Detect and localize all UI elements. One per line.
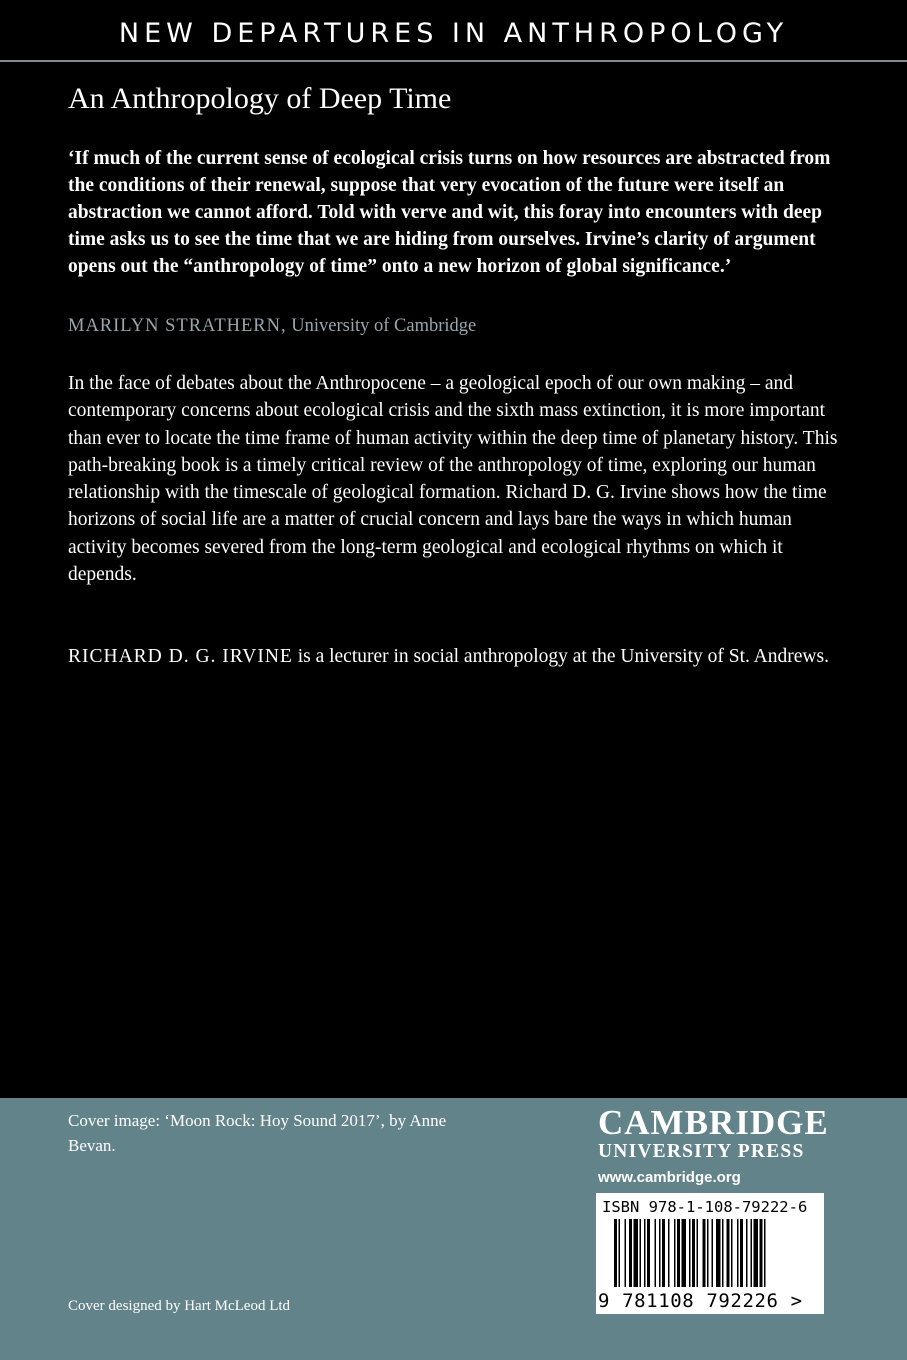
author-bio-text: is a lecturer in social anthropology at the University of St. Andrews. bbox=[297, 646, 829, 667]
barcode-bar bbox=[644, 1219, 646, 1287]
barcode-bar bbox=[682, 1219, 687, 1287]
barcode-bar bbox=[614, 1219, 617, 1287]
barcode-bar bbox=[697, 1219, 699, 1287]
barcode-bar bbox=[674, 1219, 676, 1287]
book-description: In the face of debates about the Anthropocene – a geological epoch of our own making – and contemporary concerns about ecological crisis and the sixth mass extinction, it is more important than ever to locate the time frame of human activity within the deep time of planetary history. This path-breaking book is a timely critical review of the anthropology of time, exploring our human relationship with the timescale of geological formation. Richard D. G. Irvine shows how the time horizons of social life are a matter of crucial concern and lays bare the ways in which human activity becomes severed from the long-term geological and ecological rhythms on which it depends. bbox=[68, 373, 838, 586]
barcode-bar bbox=[751, 1219, 753, 1287]
barcode-bar bbox=[703, 1219, 706, 1287]
barcode-bar bbox=[737, 1219, 739, 1287]
book-title: An Anthropology of Deep Time bbox=[68, 82, 452, 115]
barcode-bar bbox=[712, 1219, 714, 1287]
endorsement-attribution bbox=[68, 316, 476, 337]
author-bio bbox=[68, 643, 838, 670]
barcode-bar bbox=[760, 1219, 763, 1287]
barcode-bars bbox=[602, 1219, 818, 1289]
barcode-bar bbox=[634, 1219, 639, 1287]
barcode-bar bbox=[716, 1219, 721, 1287]
barcode-bar bbox=[731, 1219, 733, 1287]
publisher-url: www.cambridge.org bbox=[598, 1169, 741, 1186]
barcode-bar bbox=[668, 1219, 670, 1287]
series-title: NEW DEPARTURES IN ANTHROPOLOGY bbox=[118, 18, 789, 49]
publisher-subtitle: UNIVERSITY PRESS bbox=[598, 1141, 805, 1162]
barcode-bar bbox=[625, 1219, 627, 1287]
barcode-bar bbox=[619, 1219, 621, 1287]
endorsement-quote: ‘If much of the current sense of ecological crisis turns on how resources are abstracted from the conditions of their renewal, suppose that very evocation of the future were itself an abstraction we cannot afford. Told with verve and wit, this foray into encounters with deep time asks us to see the time that we are hiding from ourselves. Irvine’s clarity of argument opens out the “anthropology of time” onto a new horizon of global significance.’ bbox=[68, 148, 831, 277]
barcode-bar bbox=[655, 1219, 657, 1287]
barcode-bar bbox=[692, 1219, 695, 1287]
endorser-affiliation: University of Cambridge bbox=[291, 316, 477, 336]
barcode-bar bbox=[640, 1219, 642, 1287]
cover-image-credit: Cover image: ‘Moon Rock: Hoy Sound 2017’, by Anne Bevan. bbox=[68, 1111, 447, 1155]
cover-designer-credit: Cover designed by Hart McLeod Ltd bbox=[68, 1298, 291, 1314]
barcode-bar bbox=[764, 1219, 766, 1287]
isbn-barcode bbox=[596, 1193, 824, 1314]
barcode-digits: 9 781108 792226 > bbox=[598, 1290, 803, 1312]
barcode-bar bbox=[677, 1219, 680, 1287]
barcode-bar bbox=[659, 1219, 661, 1287]
endorser-name: MARILYN STRATHERN, bbox=[68, 316, 287, 336]
barcode-bar bbox=[647, 1219, 650, 1287]
publisher-name: CAMBRIDGE bbox=[598, 1103, 829, 1142]
author-name: RICHARD D. G. IRVINE bbox=[68, 646, 293, 667]
isbn-label: ISBN 978-1-108-79222-6 bbox=[602, 1198, 808, 1216]
barcode-bar bbox=[707, 1219, 709, 1287]
barcode-bar bbox=[727, 1219, 730, 1287]
barcode-bar bbox=[722, 1219, 724, 1287]
barcode-bar bbox=[740, 1219, 743, 1287]
barcode-bar bbox=[629, 1219, 632, 1287]
barcode-bar bbox=[754, 1219, 759, 1287]
barcode-bar bbox=[746, 1219, 748, 1287]
barcode-bar bbox=[689, 1219, 691, 1287]
publisher-logo bbox=[598, 1103, 829, 1186]
barcode-bar bbox=[662, 1219, 665, 1287]
series-banner bbox=[0, 0, 907, 62]
